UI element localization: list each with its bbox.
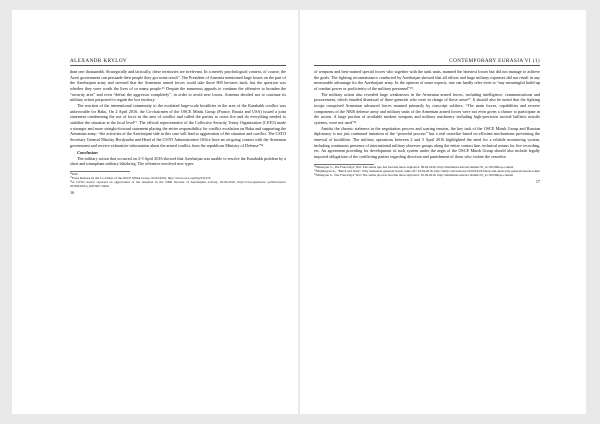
footnote: ¹⁷Press Release by the Co-Chairs of the OSCE Minsk Group. 02.04.2016, http://www.osce.org/mg/231216 <box>70 176 211 181</box>
running-header-left: ALEXANDR KRYLOV <box>70 58 286 66</box>
left-page <box>12 10 298 414</box>
right-footnotes <box>314 164 540 177</box>
footnote: ²⁰Mghdesyan A., “Black and dead”. Why Armenian generals' heads came off? 16.04.2016, http://daily.com/ru/news/2016/04/18/black-and-dead-why-generals-heads-rolled <box>314 168 540 173</box>
right-page <box>300 10 586 414</box>
footnote: ¹⁶Ibid. <box>70 172 79 176</box>
paragraph: than one thousandth. Strategically and tactically, these territories are irrelevant. In a merely psychological context, of course, the Azeri government can persuade their people they got some result”. The President of Armenia mentioned huge losses on the part of the Azerbaijani army and stressed that the Armenian armed forces could take those 800 hectares back, but the question was whether they were worth the lives of so many people.¹⁶ Despite the numerous appeals to continue the offensive to broaden the “security area” and even “defeat the aggressor completely”, in order to avoid new losses, Armenia decided not to continue its military action purported to regain the lost territory. <box>70 69 286 103</box>
footnote: ¹⁹Minasyan S., The Four-Days' War: The status quo has become more explosive. 06.04.2016, http://mediamax.am/ru/column/?id_4=18129#top-content <box>314 164 514 169</box>
right-body-text <box>314 69 540 160</box>
footnote: ¹⁸A CSTO source reported an aggravation of the situation in the NKR because of Azerbaijani activity. 02.04.2016, http://www.gazeta.ru/ politics/news/ 2016/04/02/n_8453627.shtml <box>70 180 286 189</box>
running-header-right: CONTEMPORARY EURASIA VI (1) <box>314 58 540 66</box>
footnote: ²¹Minasyan S., The Four-Days' War: The status quo has become more explosive. 05.04.2016, http://mediamax.am/ru/column/?id_4=18129#top-content <box>314 172 514 177</box>
paragraph: The military action that occurred on 2-5 April 2016 showed that Azerbaijan was unable to resolve the Karabakh problem by a short and triumphant military blitzkrieg. The offensive involved new types <box>70 155 286 167</box>
paragraph: The military action also revealed huge weaknesses in the Armenian armed forces, including intelligence, communications and procurement, which entailed dismissal of three generals who were in charge of these areas²⁰. It should also be noted that the fighting troops comprised Armenian advanced forces manned primarily by conscript soldiers: “The main forces, capabilities and reserve components of the NKR defense army and military units of the Armenian armed forces were not even given a chance to participate in the action. A large portion of available modern weapons and military machinery including high-precision tactical ballistic missile systems, were not used”²¹. <box>314 91 540 125</box>
page-number-right: 17 <box>535 178 540 184</box>
left-body-text <box>70 69 286 167</box>
page-number-left: 16 <box>70 190 75 196</box>
left-footnotes <box>70 171 286 188</box>
paragraph: The reaction of the international community to the escalated large-scale hostilities in the area of the Karabakh conflict was unfavorable for Baku. On 2 April 2016, the Co-chairmen of the OSCE Minsk Group (France, Russia and USA) issued a joint statement condemning the use of force in the area of conflict and called the parties to cease fire and do everything needed to stabilize the situation at the local level¹⁷. The official representative of the Collective Security Treaty Organization (CSTO) made a stronger and more straight-forward statement placing the entire responsibility for conflict escalation on Baku and supporting the Armenian army: “the activities of the Azerbaijani side in this case will lead to aggravation of the situation and conflict. The CSTO Secretary General Nikolay Bordyuzha and Head of the CSTO Administrative Office have an on-going contact with the Armenian government and receive exhaustive information about the armed conflict from the republican Ministry of Defense”¹⁸. <box>70 102 286 148</box>
paragraph: of weapons and best-trained special forces who together with the tank units, manned the heaviest losses but did not manage to achieve the goals. The fighting reconnaissance conducted by Azerbaijan showed that all efforts and huge military expenses did not result in any measurable advantage for the Azerbaijani army. In the opinion of some experts, one can hardly refer even to “any meaningful build-up of combat power or proficiency of the military personnel”¹⁹. <box>314 69 540 91</box>
section-title-conclusion: Conclusion <box>77 149 98 155</box>
paragraph: Amidst the chronic staleness in the negotiation process and soaring tension, the key task of the OSCE Minsk Group and Russian diplomacy is not just continued imitation of the “peaceful process” but a real ceasefire based on efficient mechanisms preventing the renewal of hostilities. The military operations between 2 and 5 April 2016 highlighted the need for a reliable monitoring system, including continuous presence of international military observer groups along the entire contact line, technical means for live recording, etc. An agreement providing for development of such system under the aegis of the OSCE Minsk Group should also include legally imposed obligations of the conflicting parties regarding direction and punishment of those who violate the ceasefire. <box>314 125 540 159</box>
